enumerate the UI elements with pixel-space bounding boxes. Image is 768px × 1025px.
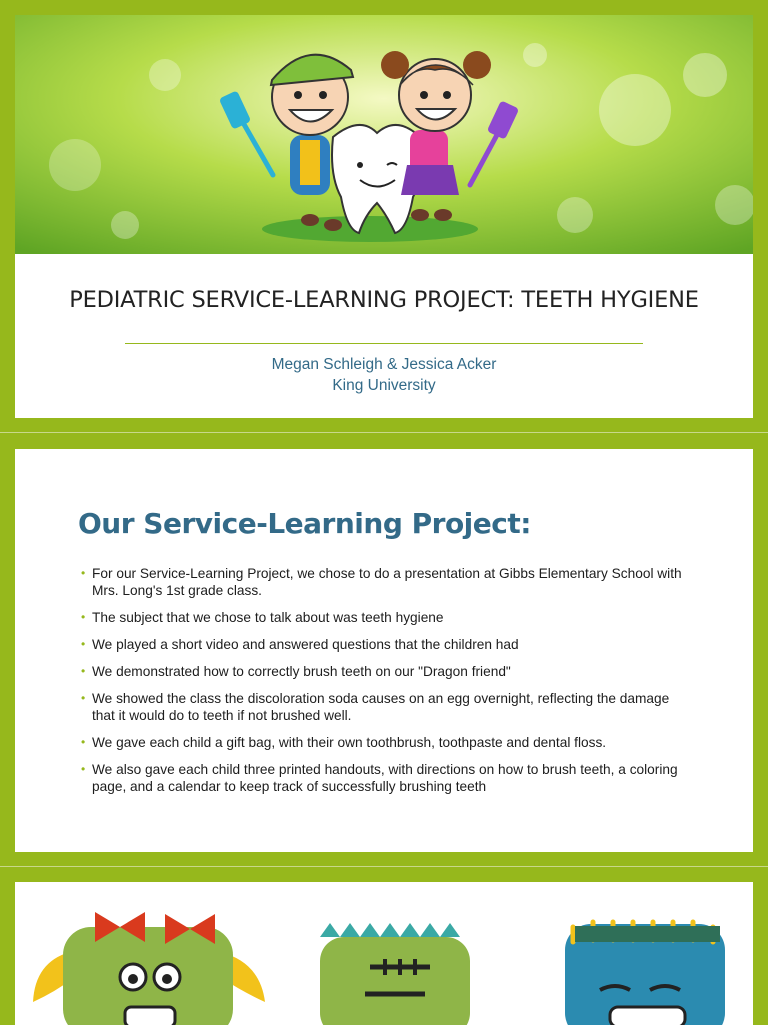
list-item-text: We played a short video and answered questions that the children had	[92, 637, 519, 652]
girl-monster-icon	[33, 912, 265, 1025]
institution-line: King University	[332, 377, 436, 394]
list-item-text: We also gave each child three printed handouts, with directions on how to brush teeth, a coloring page, and a calendar to keep track of successfully brushing teeth	[92, 762, 678, 794]
kids-with-tooth-illustration	[15, 15, 753, 254]
bullet-marker: •	[81, 664, 86, 678]
bullet-marker: •	[81, 610, 86, 624]
list-item	[81, 734, 691, 751]
list-item	[81, 636, 691, 653]
bullet-marker: •	[81, 762, 86, 776]
list-item-text: For our Service-Learning Project, we chose to do a presentation at Gibbs Elementary School with Mrs. Long's 1st grade class.	[92, 566, 682, 598]
monster-teeth-illustrations	[15, 882, 753, 1025]
title-slide	[0, 0, 768, 432]
list-item	[81, 609, 691, 626]
bullet-marker: •	[81, 566, 86, 580]
list-item-text: We showed the class the discoloration soda causes on an egg overnight, reflecting the damage that it would do to teeth if not brushed well.	[92, 691, 670, 723]
list-item	[81, 690, 691, 724]
bullet-marker: •	[81, 735, 86, 749]
list-item-text: We demonstrated how to correctly brush teeth on our "Dragon friend"	[92, 664, 511, 679]
presentation-subtitle	[55, 354, 713, 396]
title-slide-card	[15, 15, 753, 418]
presentation-title: PEDIATRIC SERVICE-LEARNING PROJECT: TEETH HYGIENE	[69, 287, 699, 313]
list-item	[81, 761, 691, 795]
list-item-text: The subject that we chose to talk about was teeth hygiene	[92, 610, 444, 625]
slide-heading: Our Service-Learning Project:	[78, 507, 531, 540]
monsters-slide-card	[15, 882, 753, 1025]
content-slide-card	[15, 449, 753, 852]
blue-monster-icon	[565, 922, 725, 1025]
list-item-text: We gave each child a gift bag, with their own toothbrush, toothpaste and dental floss.	[92, 735, 607, 750]
monsters-slide	[0, 866, 768, 1025]
title-divider	[125, 343, 643, 344]
frankenstein-monster-icon	[320, 923, 470, 1025]
bullet-list	[81, 565, 691, 805]
list-item	[81, 663, 691, 680]
list-item	[81, 565, 691, 599]
hero-banner	[15, 15, 753, 254]
content-slide	[0, 432, 768, 867]
bullet-marker: •	[81, 691, 86, 705]
authors-line: Megan Schleigh & Jessica Acker	[271, 356, 497, 373]
bullet-marker: •	[81, 637, 86, 651]
